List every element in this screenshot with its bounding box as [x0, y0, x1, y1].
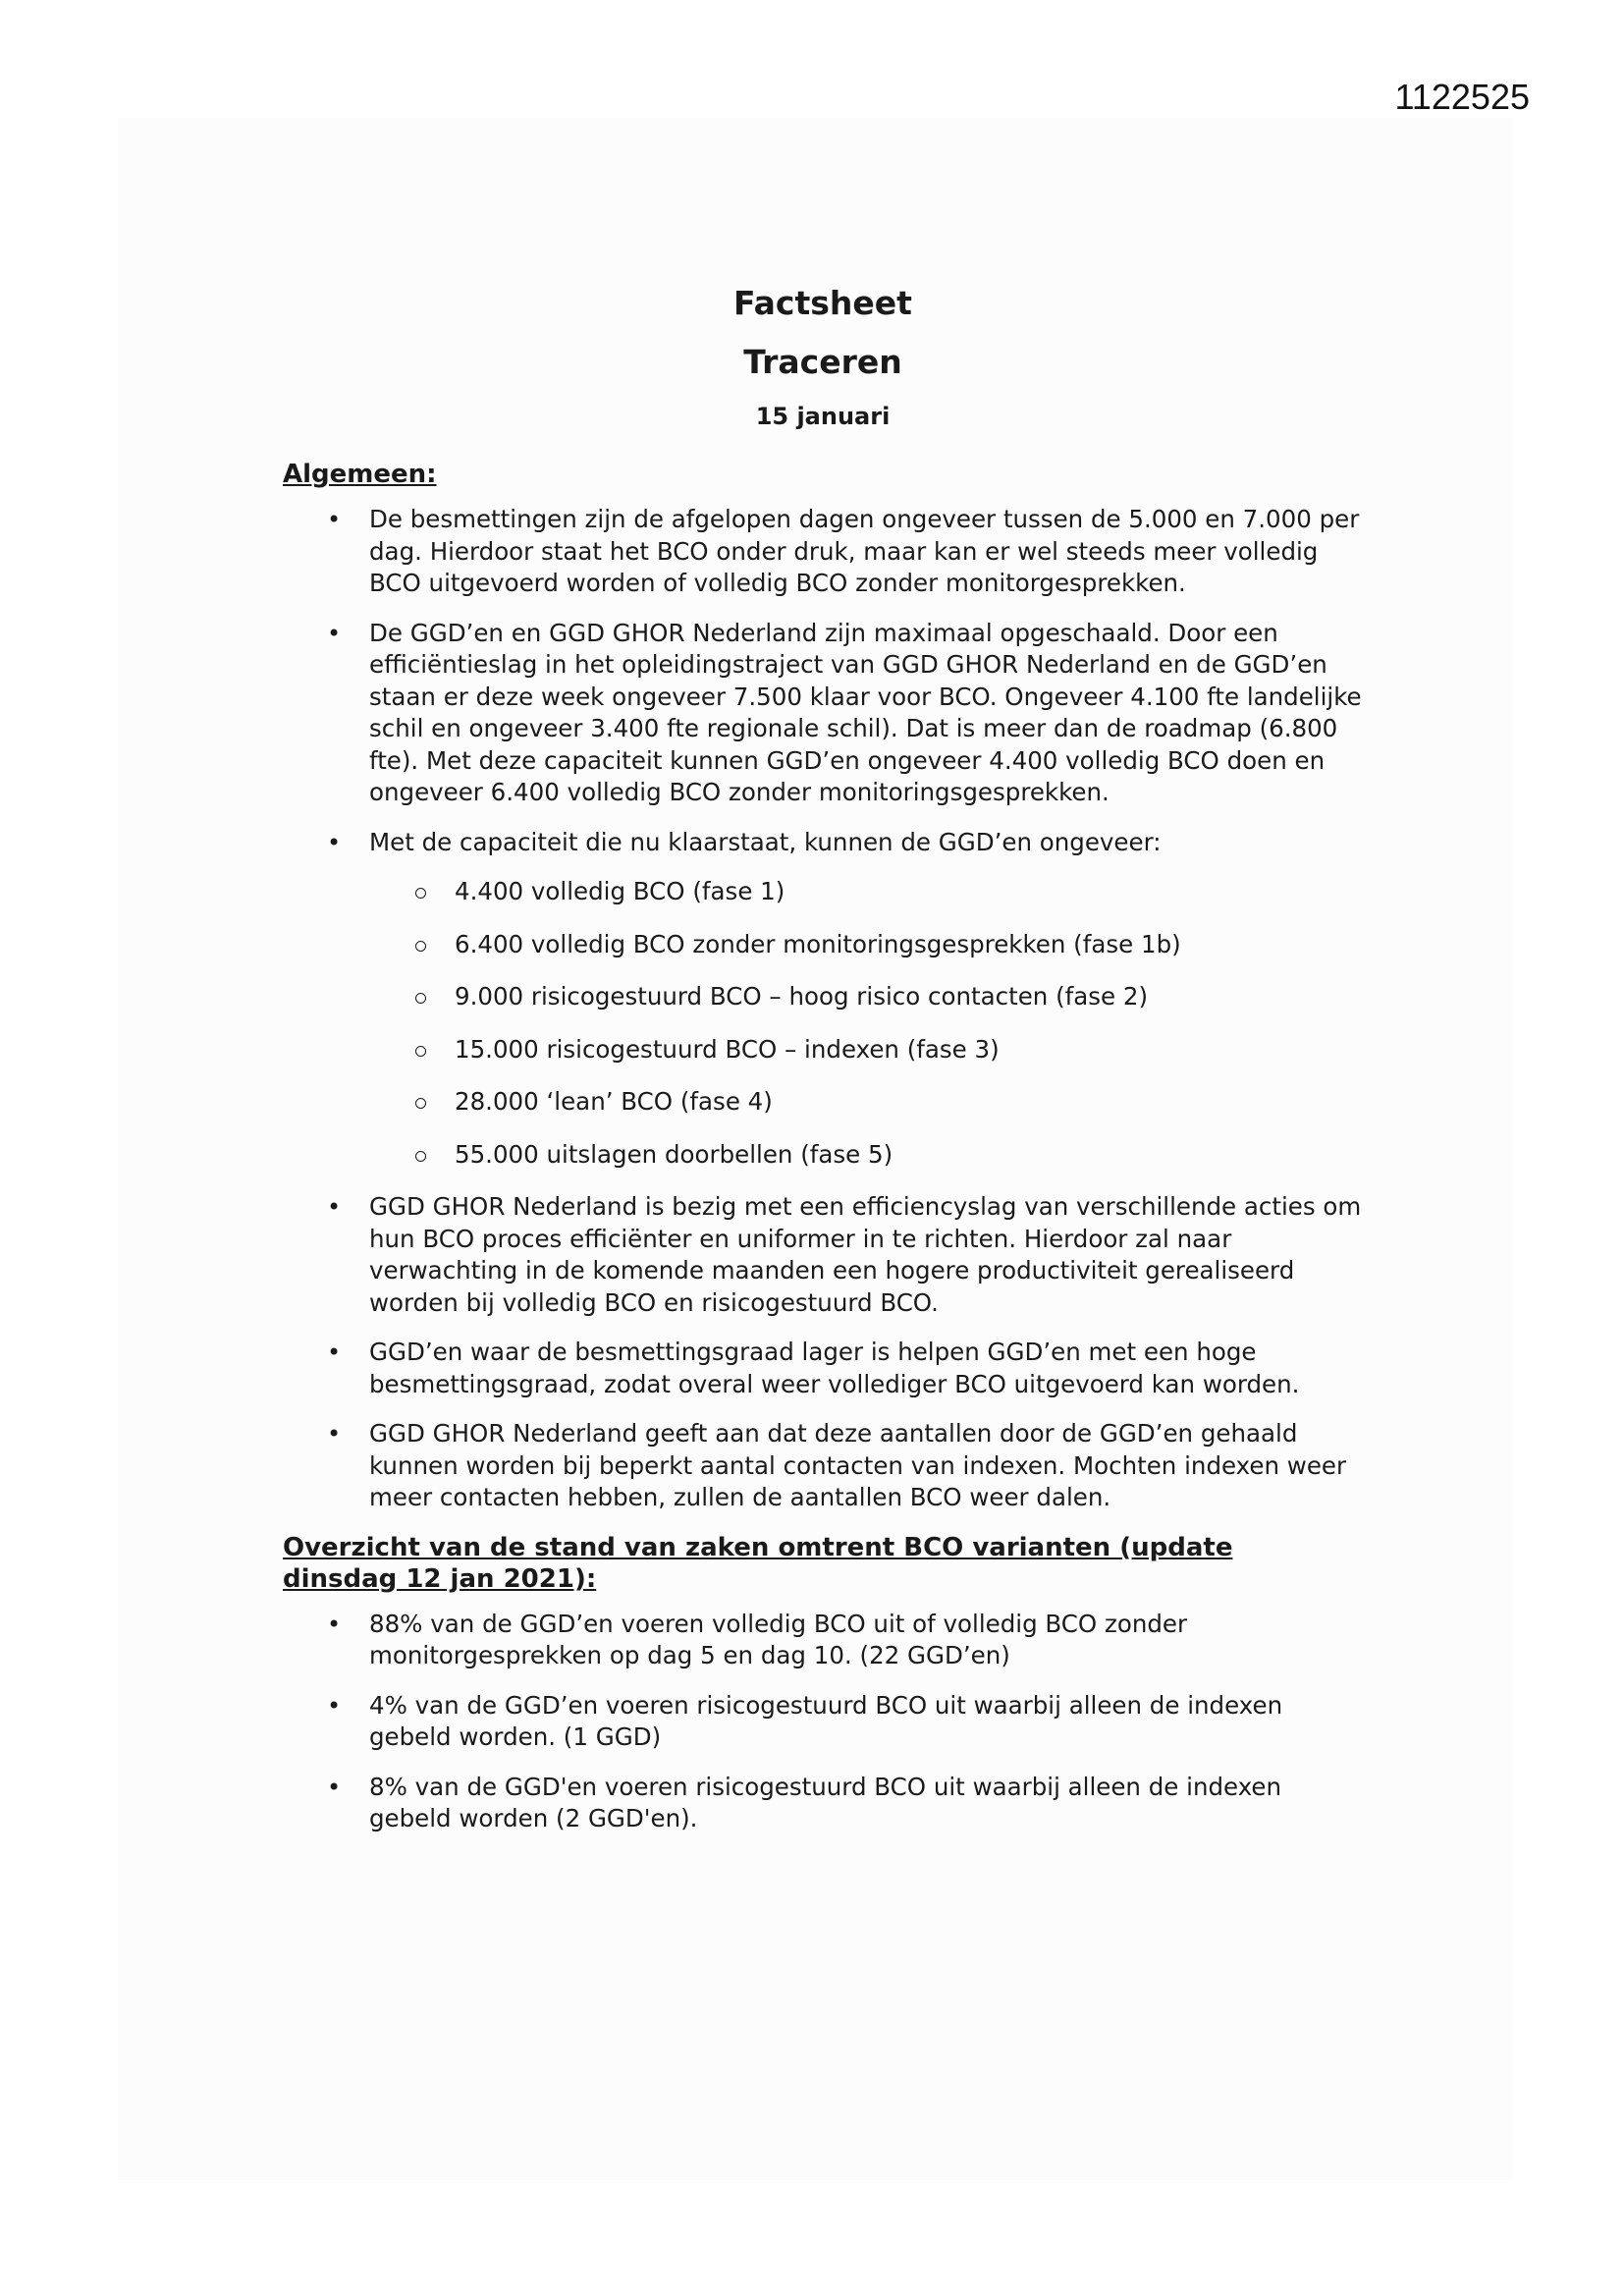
bullet-dot-icon: • — [327, 1339, 342, 1366]
circle-bullet-icon — [415, 941, 426, 952]
list-item — [283, 618, 1363, 809]
bullet-text: 4% van de GGD’en voeren risicogestuurd BCO uit waarbij alleen de indexen gebeld worden. (1 GGD) — [369, 1690, 1283, 1751]
heading-algemeen: Algemeen: — [283, 460, 437, 489]
sub-list-item — [369, 1139, 1363, 1171]
bullet-dot-icon: • — [327, 1691, 342, 1720]
heading-overview: Overzicht van de stand van zaken omtrent BCO varianten (update dinsdag 12 jan 2021): — [283, 1532, 1233, 1594]
sub-bullet-text: 55.000 uitslagen doorbellen (fase 5) — [455, 1139, 893, 1169]
circle-bullet-icon — [415, 1046, 426, 1057]
sub-bullet-text: 15.000 risicogestuurd BCO – indexen (fase 3) — [455, 1034, 1000, 1064]
sub-list-item — [369, 1034, 1363, 1066]
bullet-dot-icon: • — [327, 1773, 342, 1801]
document-number: 1122525 — [1394, 77, 1530, 117]
document-date: 15 januari — [755, 403, 891, 430]
sub-bullet-text: 28.000 ‘lean’ BCO (fase 4) — [455, 1087, 773, 1116]
bullet-text: GGD GHOR Nederland geeft aan dat deze aantallen door de GGD’en gehaald kunnen worden bij beperkt aantal contacten van indexen. Mochten indexen weer meer contacten hebben, zullen de aantallen BCO weer dalen. — [369, 1419, 1347, 1511]
bullet-text: 88% van de GGD’en voeren volledig BCO uit of volledig BCO zonder monitorgesprekken op dag 5 en dag 10. (22 GGD’en) — [369, 1609, 1188, 1669]
sub-list-item — [369, 981, 1363, 1012]
bullet-text: De besmettingen zijn de afgelopen dagen ongeveer tussen de 5.000 en 7.000 per dag. Hierdoor staat het BCO onder druk, maar kan er wel steeds meer volledig BCO uitgevoerd worden of volledig BCO zonder monitorgesprekken. — [369, 505, 1360, 597]
circle-bullet-icon — [415, 1151, 426, 1162]
bullet-text: GGD’en waar de besmettingsgraad lager is helpen GGD’en met een hoge besmettingsgraad, zodat overal weer vollediger BCO uitgevoerd kan worden. — [369, 1338, 1300, 1398]
overview-bullet-list — [283, 1609, 1363, 1835]
sub-bullet-text: 4.400 volledig BCO (fase 1) — [455, 877, 785, 905]
sub-list-item — [369, 876, 1363, 907]
list-item — [283, 1418, 1363, 1514]
bullet-dot-icon: • — [327, 1420, 342, 1448]
list-item — [283, 827, 1363, 1171]
list-item — [283, 1609, 1363, 1672]
circle-bullet-icon — [415, 993, 426, 1004]
bullet-dot-icon: • — [327, 1193, 342, 1221]
list-item — [283, 504, 1363, 600]
bullet-dot-icon: • — [327, 619, 342, 647]
circle-bullet-icon — [415, 1098, 426, 1109]
bullet-dot-icon: • — [327, 506, 342, 533]
title-factsheet: Factsheet — [733, 284, 912, 322]
sub-list-item — [369, 1086, 1363, 1118]
general-bullet-list — [283, 504, 1363, 1514]
document-body — [283, 280, 1363, 1853]
bullet-text: Met de capaciteit die nu klaarstaat, kunnen de GGD’en ongeveer: — [369, 827, 1162, 856]
bullet-dot-icon: • — [327, 1610, 342, 1638]
list-item — [283, 1772, 1363, 1835]
bullet-text: De GGD’en en GGD GHOR Nederland zijn maximaal opgeschaald. Door een efficiëntieslag in het opleidingstraject van GGD GHOR Nederland en de GGD’en staan er deze week ongeveer 7.500 klaar voor BCO. Ongeveer 4.100 fte landelijke schil en ongeveer 3.400 fte regionale schil). Dat is meer dan de roadmap (6.800 fte). Met deze capaciteit kunnen GGD’en ongeveer 4.400 volledig BCO doen en ongeveer 6.400 volledig BCO zonder monitoringsgesprekken. — [369, 618, 1362, 806]
sub-bullet-text: 9.000 risicogestuurd BCO – hoog risico contacten (fase 2) — [455, 982, 1149, 1011]
title-traceren: Traceren — [743, 343, 902, 381]
bullet-dot-icon: • — [327, 828, 342, 856]
list-item — [283, 1191, 1363, 1319]
capacity-sub-list — [369, 876, 1363, 1171]
circle-bullet-icon — [415, 888, 426, 899]
list-item — [283, 1337, 1363, 1400]
bullet-text: GGD GHOR Nederland is bezig met een efficiencyslag van verschillende acties om hun BCO proces efficiënter en uniformer in te richten. Hierdoor zal naar verwachting in de komende maanden een hogere productiviteit gerealiseerd worden bij volledig BCO en risicogestuurd BCO. — [369, 1192, 1362, 1317]
sub-list-item — [369, 929, 1363, 960]
sub-bullet-text: 6.400 volledig BCO zonder monitoringsgesprekken (fase 1b) — [455, 929, 1181, 958]
list-item — [283, 1690, 1363, 1754]
bullet-text: 8% van de GGD'en voeren risicogestuurd BCO uit waarbij alleen de indexen gebeld worden (2 GGD'en). — [369, 1772, 1282, 1832]
